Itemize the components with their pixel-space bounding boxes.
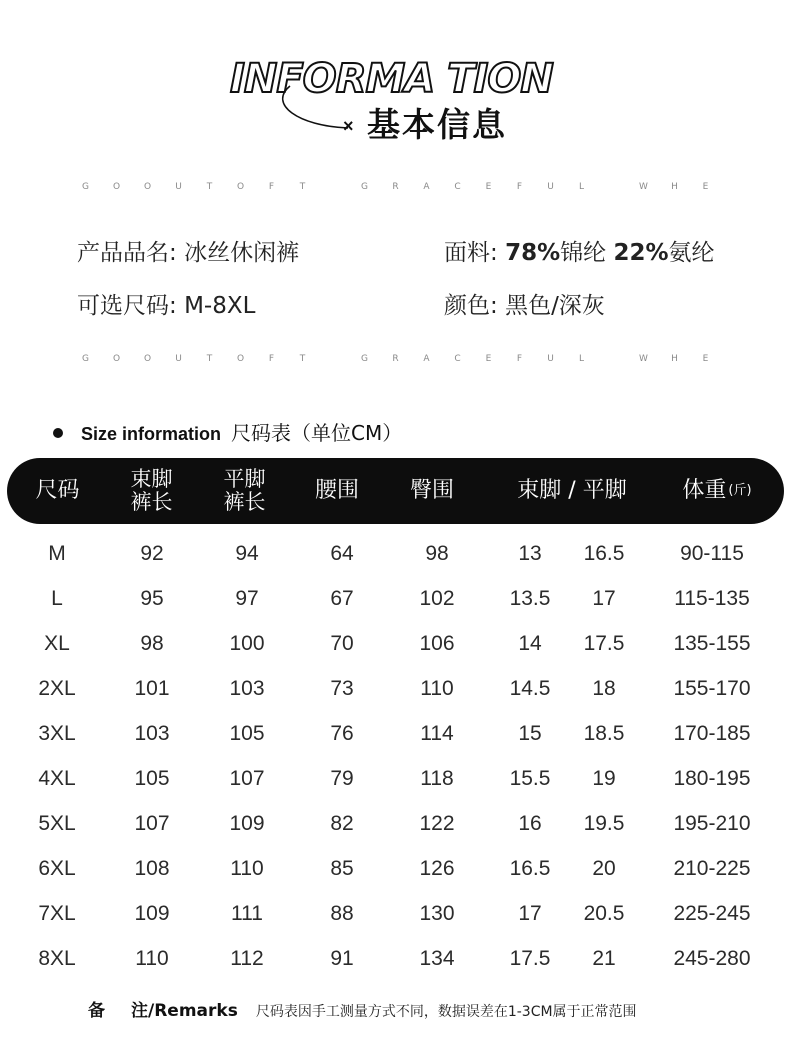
cell-cuffed-hem: 13 (518, 542, 542, 565)
cell-size: 5XL (38, 812, 76, 835)
cell-size: 2XL (38, 677, 76, 700)
header-waist: 腰围 (314, 478, 359, 503)
cell-straight-hem: 20.5 (583, 902, 625, 925)
cell-cuffed-length: 98 (140, 632, 164, 655)
cell-cuffed-hem: 14.5 (509, 677, 551, 700)
cell-cuffed-length: 92 (140, 542, 164, 565)
cell-straight-length: 109 (229, 812, 265, 835)
cell-straight-hem: 20 (592, 857, 616, 880)
cell-weight: 90-115 (680, 542, 744, 565)
cell-straight-hem: 18 (592, 677, 616, 700)
cell-waist: 76 (330, 722, 354, 745)
cell-weight: 115-135 (674, 587, 750, 610)
cell-hip: 126 (419, 857, 455, 880)
cell-waist: 70 (330, 632, 354, 655)
table-row (0, 666, 790, 711)
cell-weight: 195-210 (673, 812, 751, 835)
cell-hip: 102 (419, 587, 455, 610)
title-en-text: INFORMA TION (230, 56, 553, 102)
header-hip: 臀围 (409, 478, 454, 503)
cell-cuffed-hem: 16.5 (509, 857, 551, 880)
cell-cuffed-length: 95 (140, 587, 164, 610)
table-row (0, 756, 790, 801)
fabric: 面料: 78%锦纶 22%氨纶 (444, 240, 715, 266)
cell-cuffed-length: 105 (134, 767, 170, 790)
cell-weight: 210-225 (673, 857, 751, 880)
cell-waist: 91 (330, 947, 354, 970)
cell-straight-length: 112 (230, 947, 264, 970)
cell-hip: 106 (419, 632, 455, 655)
size-table-header (7, 458, 784, 524)
cell-straight-length: 110 (230, 857, 264, 880)
cell-straight-length: 111 (231, 902, 263, 925)
cell-size: XL (44, 632, 70, 655)
decor-letter-row: G O O U T O F T G R A C E F U L W H E (82, 182, 709, 192)
cell-waist: 79 (330, 767, 354, 790)
cell-hip: 98 (425, 542, 449, 565)
cell-hip: 134 (419, 947, 455, 970)
cell-straight-length: 94 (235, 542, 259, 565)
cell-cuffed-hem: 15 (518, 722, 542, 745)
cell-size: 8XL (38, 947, 76, 970)
cell-straight-length: 105 (229, 722, 265, 745)
cell-size: 3XL (38, 722, 76, 745)
header-straight-length: 平脚 裤长 (223, 467, 266, 514)
product-name: 产品品名: 冰丝休闲裤 (77, 240, 300, 266)
title-cn: 基本信息 (367, 105, 507, 144)
cell-straight-hem: 19 (592, 767, 616, 790)
table-row (0, 891, 790, 936)
cell-straight-hem: 18.5 (583, 722, 625, 745)
cell-straight-hem: 19.5 (583, 812, 625, 835)
table-row (0, 621, 790, 666)
header-cuffed-length: 束脚 裤长 (130, 467, 173, 514)
cell-cuffed-length: 103 (134, 722, 170, 745)
cell-cuffed-length: 109 (134, 902, 170, 925)
cell-straight-length: 103 (229, 677, 265, 700)
cell-size: 7XL (38, 902, 76, 925)
cell-cuffed-length: 107 (134, 812, 170, 835)
cell-hip: 130 (419, 902, 455, 925)
cell-hip: 122 (419, 812, 455, 835)
cell-cuffed-hem: 17 (518, 902, 542, 925)
cell-hip: 114 (420, 722, 454, 745)
cell-size: 6XL (38, 857, 76, 880)
cell-size: 4XL (38, 767, 76, 790)
cell-cuffed-hem: 17.5 (509, 947, 551, 970)
cell-straight-length: 97 (235, 587, 259, 610)
cell-straight-hem: 17 (592, 587, 616, 610)
cell-size: L (51, 587, 63, 610)
cell-waist: 85 (330, 857, 354, 880)
table-row (0, 711, 790, 756)
table-row (0, 846, 790, 891)
cell-cuffed-length: 101 (134, 677, 170, 700)
cell-waist: 73 (330, 677, 354, 700)
header-hem: 束脚 / 平脚 (517, 478, 627, 503)
cell-cuffed-length: 110 (135, 947, 169, 970)
cell-size: M (48, 542, 66, 565)
color-options: 颜色: 黑色/深灰 (444, 293, 605, 319)
cell-cuffed-hem: 13.5 (509, 587, 551, 610)
cell-straight-hem: 21 (592, 947, 616, 970)
cell-waist: 64 (330, 542, 354, 565)
cell-waist: 67 (330, 587, 354, 610)
cell-weight: 180-195 (673, 767, 751, 790)
cell-weight: 225-245 (673, 902, 751, 925)
size-section-heading: Size information 尺码表（单位CM） (53, 417, 402, 446)
cell-hip: 118 (420, 767, 454, 790)
table-row (0, 936, 790, 981)
remarks: 备 注/Remarks 尺码表因手工测量方式不同，数据误差在1-3CM属于正常范围 (88, 1001, 637, 1021)
cell-straight-hem: 17.5 (583, 632, 625, 655)
cell-weight: 170-185 (673, 722, 751, 745)
cell-cuffed-hem: 14 (518, 632, 542, 655)
cell-cuffed-hem: 16 (518, 812, 542, 835)
cell-straight-hem: 16.5 (583, 542, 625, 565)
cell-weight: 245-280 (673, 947, 751, 970)
cell-cuffed-length: 108 (134, 857, 170, 880)
table-row (0, 576, 790, 621)
cell-weight: 135-155 (673, 632, 751, 655)
available-sizes: 可选尺码: M-8XL (77, 293, 256, 319)
header-weight: 体重 (斤) (682, 478, 752, 503)
cell-cuffed-hem: 15.5 (509, 767, 551, 790)
table-row (0, 531, 790, 576)
header-size: 尺码 (35, 478, 80, 503)
cell-straight-length: 107 (229, 767, 265, 790)
cell-straight-length: 100 (229, 632, 265, 655)
bullet-icon (53, 428, 63, 438)
cell-waist: 82 (330, 812, 354, 835)
cell-waist: 88 (330, 902, 354, 925)
table-row (0, 801, 790, 846)
cell-hip: 110 (420, 677, 454, 700)
decor-letter-row: G O O U T O F T G R A C E F U L W H E (82, 354, 709, 364)
cell-weight: 155-170 (673, 677, 751, 700)
cross-mark-icon: × (343, 116, 354, 136)
